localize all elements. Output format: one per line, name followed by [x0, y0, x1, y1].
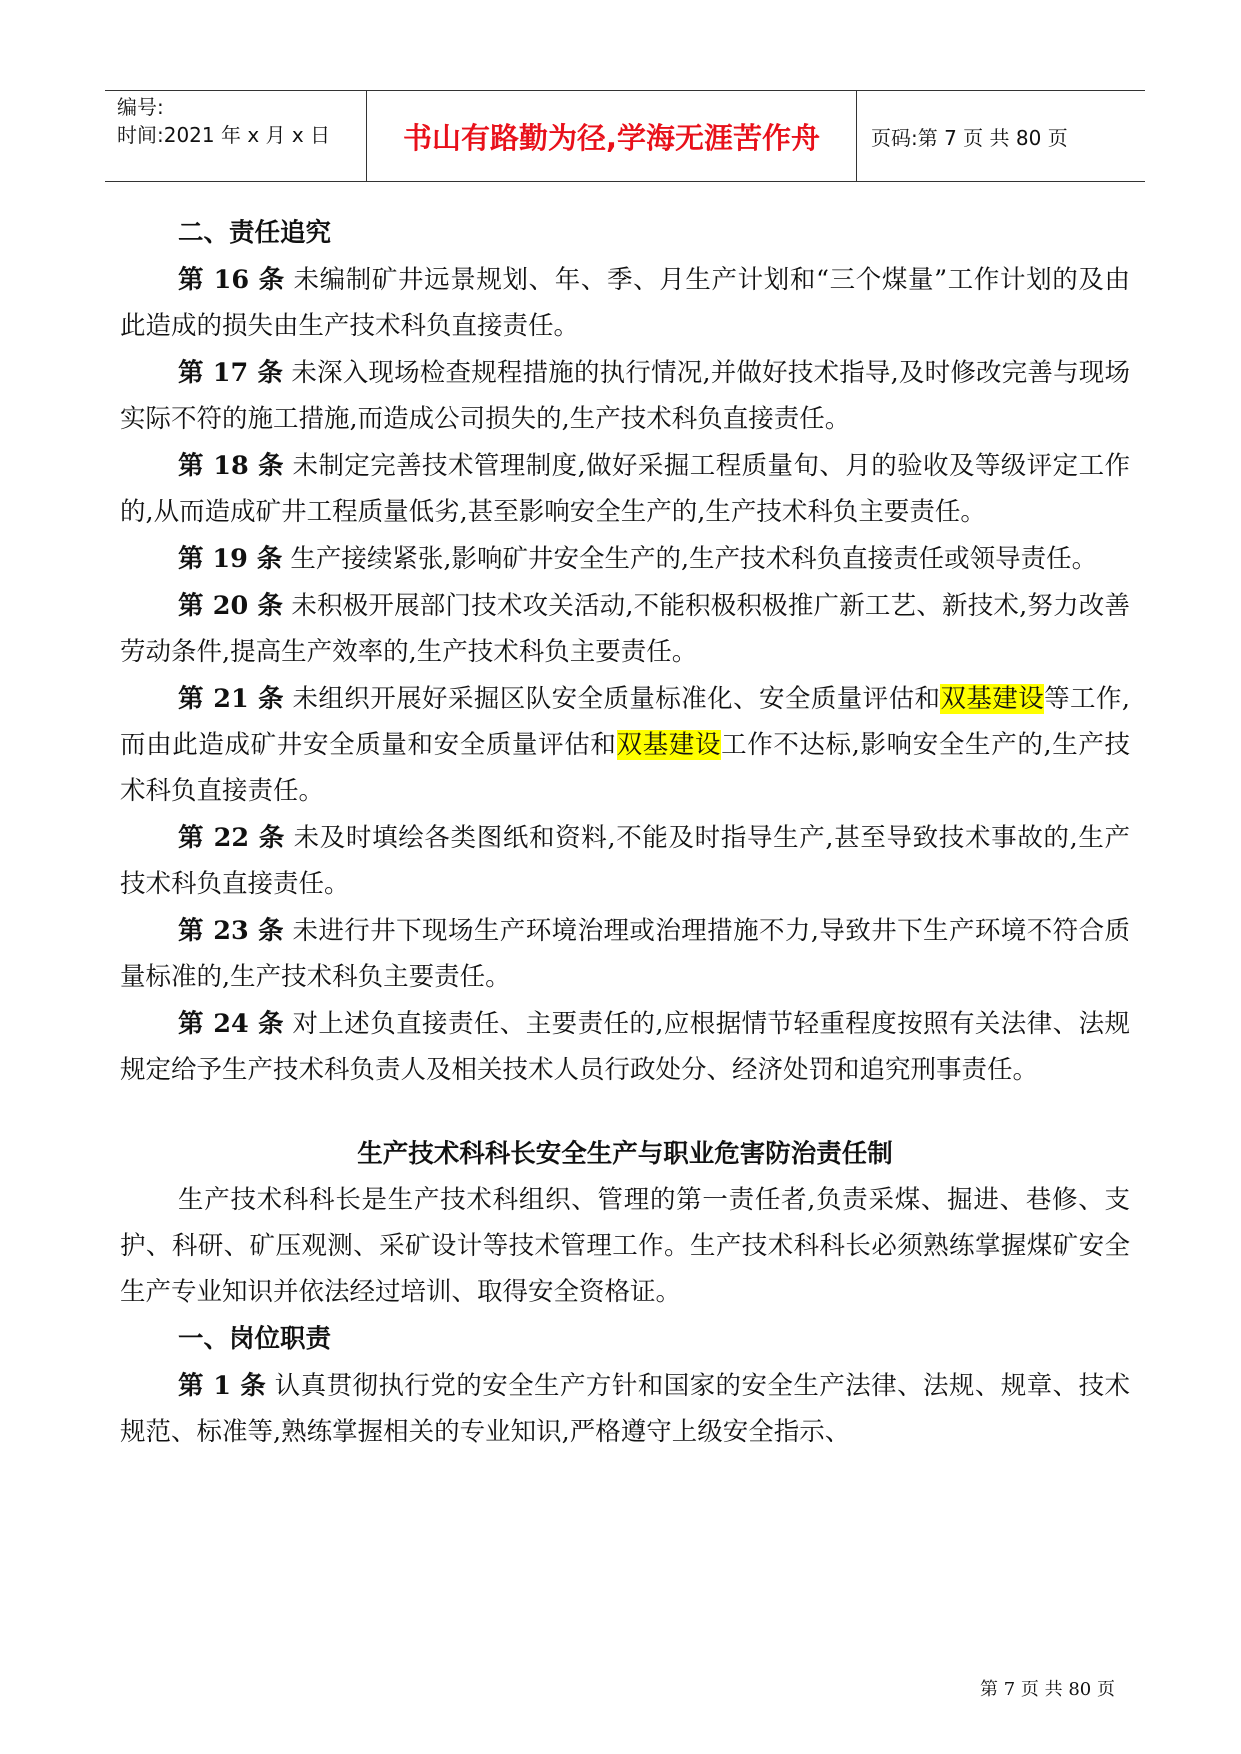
article-text: 未制定完善技术管理制度,做好采掘工程质量旬、月的验收及等级评定工作的,从而造成矿井工程质量低劣,甚至影响安全生产的,生产技术科负主要责任。 [120, 451, 1130, 527]
page-header [105, 90, 1145, 182]
document-time-label: 时间:2021 年 x 月 x 日 [117, 123, 331, 147]
article-text: 未进行井下现场生产环境治理或治理措施不力,导致井下生产环境不符合质量标准的,生产技术科负主要责任。 [120, 916, 1130, 992]
article-22 [120, 815, 1130, 907]
section-title-chief: 生产技术科科长安全生产与职业危害防治责任制 [357, 1139, 893, 1169]
article-text: 生产接续紧张,影响矿井安全生产的,生产技术科负直接责任或领导责任。 [282, 544, 1098, 574]
article-1 [120, 1363, 1130, 1455]
section-heading-duties: 一、岗位职责 [178, 1324, 332, 1354]
article-19 [120, 536, 1130, 582]
article-text: 认真贯彻执行党的安全生产方针和国家的安全生产法律、法规、规章、技术规范、标准等,熟练掌握相关的专业知识,严格遵守上级安全指示、 [120, 1371, 1130, 1447]
chief-intro: 生产技术科科长是生产技术科组织、管理的第一责任者,负责采煤、掘进、巷修、支护、科研、矿压观测、采矿设计等技术管理工作。生产技术科科长必须熟练掌握煤矿安全生产专业知识并依法经过培训、取得安全资格证。 [120, 1185, 1130, 1307]
article-20 [120, 583, 1130, 675]
article-text-part3: 工作不达标,影响安全生产的,生产技术科负直接责任。 [120, 730, 1130, 806]
article-text: 未深入现场检查规程措施的执行情况,并做好技术指导,及时修改完善与现场实际不符的施工措施,而造成公司损失的,生产技术科负直接责任。 [120, 358, 1130, 434]
article-text: 未及时填绘各类图纸和资料,不能及时指导生产,甚至导致技术事故的,生产技术科负直接责任。 [120, 823, 1130, 899]
document-body [120, 210, 1130, 1456]
section-heading-responsibility: 二、责任追究 [178, 218, 332, 248]
article-number: 第 17 条 [178, 358, 284, 388]
header-page-label: 页码:第 7 页 共 80 页 [871, 125, 1068, 150]
highlighted-term: 双基建设 [940, 684, 1045, 714]
article-number: 第 24 条 [178, 1009, 284, 1039]
article-number: 第 16 条 [178, 265, 285, 295]
article-text-part2: 等工作,而由此造成矿井安全质量和安全质量评估和 [120, 684, 1130, 760]
article-text: 未积极开展部门技术攻关活动,不能积极积极推广新工艺、新技术,努力改善劳动条件,提高生产效率的,生产技术科负主要责任。 [120, 591, 1130, 667]
article-text: 未编制矿井远景规划、年、季、月生产计划和“三个煤量”工作计划的及由此造成的损失由生产技术科负直接责任。 [120, 265, 1130, 341]
document-number-label: 编号: [117, 95, 164, 119]
article-17 [120, 350, 1130, 442]
article-number: 第 21 条 [178, 684, 284, 714]
page-footer: 第 7 页 共 80 页 [980, 1679, 1115, 1700]
article-21 [120, 676, 1130, 814]
article-number: 第 18 条 [178, 451, 284, 481]
highlighted-term: 双基建设 [616, 730, 722, 760]
header-meta [105, 91, 367, 181]
article-number: 第 19 条 [178, 544, 283, 574]
article-text: 对上述负直接责任、主要责任的,应根据情节轻重程度按照有关法律、法规规定给予生产技术科负责人及相关技术人员行政处分、经济处罚和追究刑事责任。 [120, 1009, 1130, 1085]
header-motto: 书山有路勤为径,学海无涯苦作舟 [367, 91, 857, 181]
article-number: 第 20 条 [178, 591, 284, 621]
article-24 [120, 1001, 1130, 1093]
article-16 [120, 257, 1130, 349]
article-18 [120, 443, 1130, 535]
article-number: 第 1 条 [178, 1371, 267, 1401]
article-number: 第 23 条 [178, 916, 284, 946]
article-23 [120, 908, 1130, 1000]
article-text-part1: 未组织开展好采掘区队安全质量标准化、安全质量评估和 [283, 684, 941, 714]
article-number: 第 22 条 [178, 823, 285, 853]
